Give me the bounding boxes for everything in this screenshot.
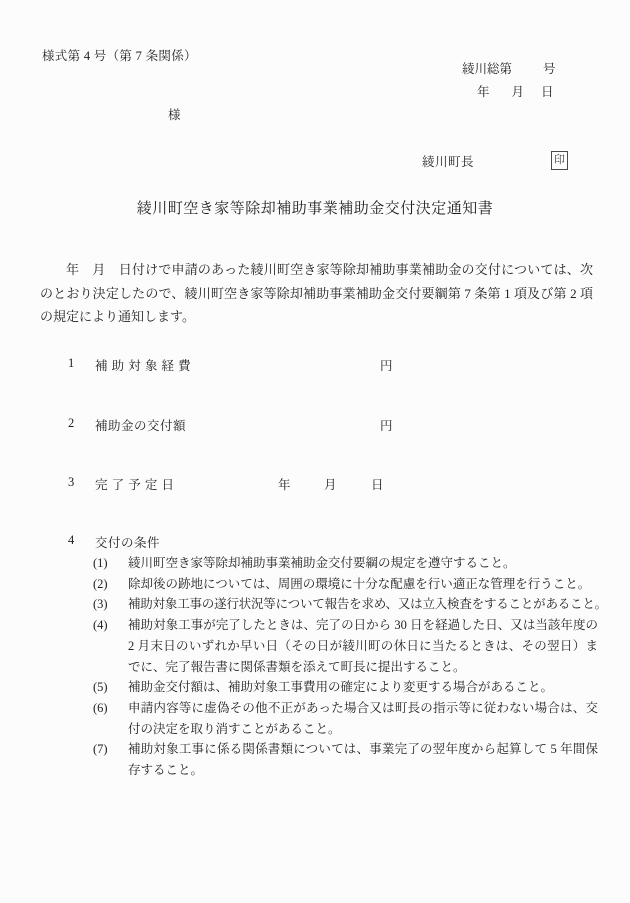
condition-4-text: 補助対象工事が完了したときは、完了の日から 30 日を経過した日、又は当該年度の 2 月末日のいずれか早い日（その日が綾川町の休日に当たるときは、その翌日）までに、完了報告書に関係書類を添えて町長に提出すること。 bbox=[128, 618, 598, 674]
item-3-day-label: 日 bbox=[371, 478, 384, 492]
item-2-unit-yen: 円 bbox=[380, 419, 393, 433]
condition-item-7 bbox=[93, 739, 598, 780]
condition-7-number: (7) bbox=[93, 742, 108, 757]
condition-item-3 bbox=[93, 594, 607, 615]
conditions-list bbox=[93, 553, 607, 781]
item-3-number: 3 bbox=[68, 475, 75, 489]
seal-mark: 印 bbox=[551, 151, 568, 170]
item-subsidy-expense bbox=[0, 356, 630, 374]
header-date-year-label: 年 bbox=[477, 85, 490, 99]
document-title: 綾川町空き家等除却補助事業補助金交付決定通知書 bbox=[136, 201, 494, 217]
item-4-number: 4 bbox=[68, 533, 75, 547]
item-4-label: 交付の条件 bbox=[95, 536, 161, 550]
condition-7-text: 補助対象工事に係る関係書類については、事業完了の翌年度から起算して 5 年間保存すること。 bbox=[128, 742, 598, 778]
item-1-unit-yen: 円 bbox=[380, 359, 393, 373]
item-grant-amount bbox=[0, 416, 630, 434]
condition-item-1 bbox=[93, 553, 598, 574]
item-3-label: 完 了 予 定 日 bbox=[95, 478, 175, 492]
condition-5-number: (5) bbox=[93, 680, 108, 695]
item-1-label: 補 助 対 象 経 費 bbox=[95, 359, 192, 373]
header-date-month-label: 月 bbox=[511, 85, 525, 99]
item-2-number: 2 bbox=[68, 416, 75, 430]
condition-1-number: (1) bbox=[93, 556, 108, 570]
condition-item-6 bbox=[93, 698, 598, 739]
condition-5-text: 補助金交付額は、補助対象工事費用の確定により変更する場合があること。 bbox=[128, 680, 554, 695]
header-date-line bbox=[477, 82, 554, 100]
condition-6-text: 申請内容等に虚偽その他不正があった場合又は町長の指示等に従わない場合は、交付の決定を取り消すことがあること。 bbox=[128, 700, 598, 736]
condition-item-2 bbox=[93, 574, 598, 595]
item-3-year-label: 年 bbox=[278, 478, 291, 492]
doc-number-prefix: 綾川総第 bbox=[462, 62, 513, 76]
item-completion-date bbox=[0, 475, 630, 493]
condition-2-text: 除却後の跡地については、周囲の環境に十分な配慮を行い適正な管理を行うこと。 bbox=[128, 576, 591, 591]
form-number: 様式第 4 号（第 7 条関係） bbox=[42, 49, 197, 63]
condition-3-number: (3) bbox=[93, 597, 108, 612]
addressee-honorific: 様 bbox=[168, 108, 181, 122]
document-number-line bbox=[462, 59, 556, 77]
condition-6-number: (6) bbox=[93, 700, 108, 715]
item-conditions-heading bbox=[0, 533, 630, 551]
body-paragraph: 年 月 日付けで申請のあった綾川町空き家等除却補助事業補助金の交付については、次のとおり決定したので、綾川町空き家等除却補助事業補助金交付要綱第 7 条第 1 項及び第 2 項の規定により通知します。 bbox=[40, 262, 593, 324]
item-2-label: 補助金の交付額 bbox=[95, 419, 187, 433]
condition-2-number: (2) bbox=[93, 576, 108, 591]
item-1-number: 1 bbox=[68, 356, 75, 370]
condition-item-5 bbox=[93, 677, 598, 698]
condition-4-number: (4) bbox=[93, 618, 108, 633]
condition-item-4 bbox=[93, 615, 598, 677]
sender-mayor-title: 綾川町長 bbox=[422, 155, 475, 169]
header-date-day-label: 日 bbox=[541, 85, 554, 99]
condition-3-text: 補助対象工事の遂行状況等について報告を求め、又は立入検査をすることがあること。 bbox=[128, 597, 607, 612]
doc-number-suffix: 号 bbox=[543, 62, 556, 76]
condition-1-text: 綾川町空き家等除却補助事業補助金交付要綱の規定を遵守すること。 bbox=[128, 556, 516, 570]
item-3-month-label: 月 bbox=[324, 478, 337, 492]
